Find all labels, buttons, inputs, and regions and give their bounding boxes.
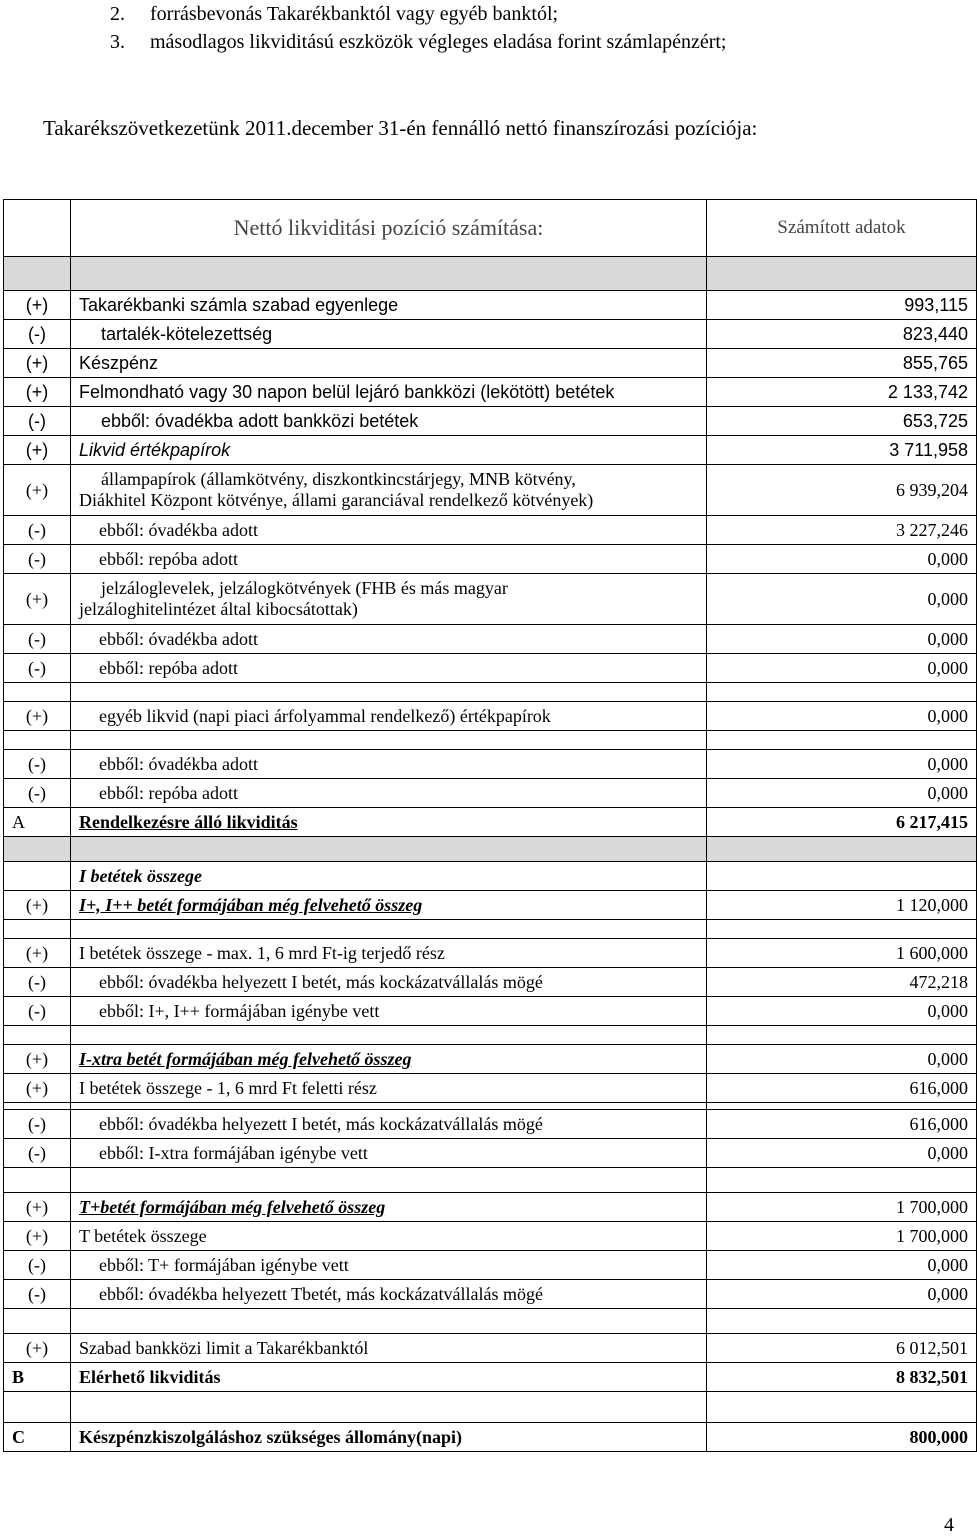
table-row: (-) ebből: óvadékba adott 0,000 bbox=[4, 625, 977, 654]
table-row: (-) ebből: óvadékba helyezett Tbetét, más kockázatvállalás mögé 0,000 bbox=[4, 1280, 977, 1309]
list-number: 3. bbox=[110, 31, 125, 53]
spacer-row bbox=[4, 683, 977, 702]
gray-separator bbox=[4, 257, 977, 291]
table-row: (+) Szabad bankközi limit a Takarékbanktól 6 012,501 bbox=[4, 1334, 977, 1363]
table-row: (+) egyéb likvid (napi piaci árfolyammal rendelkező) értékpapírok 0,000 bbox=[4, 702, 977, 731]
intro-sentence: Takarékszövetkezetünk 2011.december 31-én fennálló nettó finanszírozási pozíciója: bbox=[43, 116, 758, 140]
table-row: (-) ebből: repóba adott 0,000 bbox=[4, 779, 977, 808]
table-header-row bbox=[4, 200, 977, 257]
table-row: (-) ebből: óvadékba helyezett I betét, más kockázatvállalás mögé 472,218 bbox=[4, 968, 977, 997]
table-row: (+) Felmondható vagy 30 napon belül lejáró bankközi (lekötött) betétek 2 133,742 bbox=[4, 378, 977, 407]
section-title-row: I betétek összege bbox=[4, 862, 977, 891]
spacer-row bbox=[4, 1392, 977, 1423]
table-row: (-) ebből: repóba adott 0,000 bbox=[4, 654, 977, 683]
table-row: (-) tartalék-kötelezettség 823,440 bbox=[4, 320, 977, 349]
table-row: (+) jelzáloglevelek, jelzálogkötvények (FHB és más magyar jelzáloghitelintézet által kibocsátottak) 0,000 bbox=[4, 574, 977, 625]
spacer-row bbox=[4, 731, 977, 750]
table-row: (+) I+, I++ betét formájában még felvehető összeg 1 120,000 bbox=[4, 891, 977, 920]
liquidity-table bbox=[3, 199, 977, 1452]
table-row: (+) Likvid értékpapírok 3 711,958 bbox=[4, 436, 977, 465]
total-row-b: B Elérhető likviditás 8 832,501 bbox=[4, 1363, 977, 1392]
list-item bbox=[110, 28, 726, 56]
list-item bbox=[110, 0, 726, 28]
spacer-row bbox=[4, 1168, 977, 1193]
table-row: (+) Készpénz 855,765 bbox=[4, 349, 977, 378]
total-row-a: A Rendelkezésre álló likviditás 6 217,415 bbox=[4, 808, 977, 837]
table-row: (+) T betétek összege 1 700,000 bbox=[4, 1222, 977, 1251]
table-row: (-) ebből: óvadékba helyezett I betét, más kockázatvállalás mögé 616,000 bbox=[4, 1110, 977, 1139]
list-number: 2. bbox=[110, 3, 125, 25]
table-row: (-) ebből: óvadékba adott 0,000 bbox=[4, 750, 977, 779]
table-row: (+) állampapírok (államkötvény, diszkontkincstárjegy, MNB kötvény, Diákhitel Központ kötvénye, állami garanciával rendelkező kötvények) 6 939,204 bbox=[4, 465, 977, 516]
table-row: (-) ebből: óvadékba adott bankközi betétek 653,725 bbox=[4, 407, 977, 436]
table-row: (-) ebből: I+, I++ formájában igénybe vett 0,000 bbox=[4, 997, 977, 1026]
table-row: (+) I betétek összege - max. 1, 6 mrd Ft-ig terjedő rész 1 600,000 bbox=[4, 939, 977, 968]
table-row: (-) ebből: T+ formájában igénybe vett 0,000 bbox=[4, 1251, 977, 1280]
table-row: (-) ebből: repóba adott 0,000 bbox=[4, 545, 977, 574]
spacer-row bbox=[4, 1309, 977, 1334]
spacer-row bbox=[4, 1103, 977, 1110]
table-row: (+) I betétek összege - 1, 6 mrd Ft feletti rész 616,000 bbox=[4, 1074, 977, 1103]
spacer-row bbox=[4, 1026, 977, 1045]
table-row: (+) T+betét formájában még felvehető összeg 1 700,000 bbox=[4, 1193, 977, 1222]
table-row: (-) ebből: I-xtra formájában igénybe vett 0,000 bbox=[4, 1139, 977, 1168]
spacer-row bbox=[4, 920, 977, 939]
page-number: 4 bbox=[944, 1514, 954, 1536]
list-text: forrásbevonás Takarékbanktól vagy egyéb banktól; bbox=[150, 3, 559, 25]
header-right: Számított adatok bbox=[707, 200, 977, 257]
gray-separator bbox=[4, 837, 977, 862]
total-row-c: C Készpénzkiszolgáláshoz szükséges állomány(napi) 800,000 bbox=[4, 1423, 977, 1452]
table-row: (-) ebből: óvadékba adott 3 227,246 bbox=[4, 516, 977, 545]
numbered-list bbox=[110, 0, 726, 56]
table-row: (+) Takarékbanki számla szabad egyenlege 993,115 bbox=[4, 291, 977, 320]
table-row: (+) I-xtra betét formájában még felvehető összeg 0,000 bbox=[4, 1045, 977, 1074]
header-left: Nettó likviditási pozíció számítása: bbox=[71, 200, 707, 257]
list-text: másodlagos likviditású eszközök végleges eladása forint számlapénzért; bbox=[150, 31, 727, 53]
